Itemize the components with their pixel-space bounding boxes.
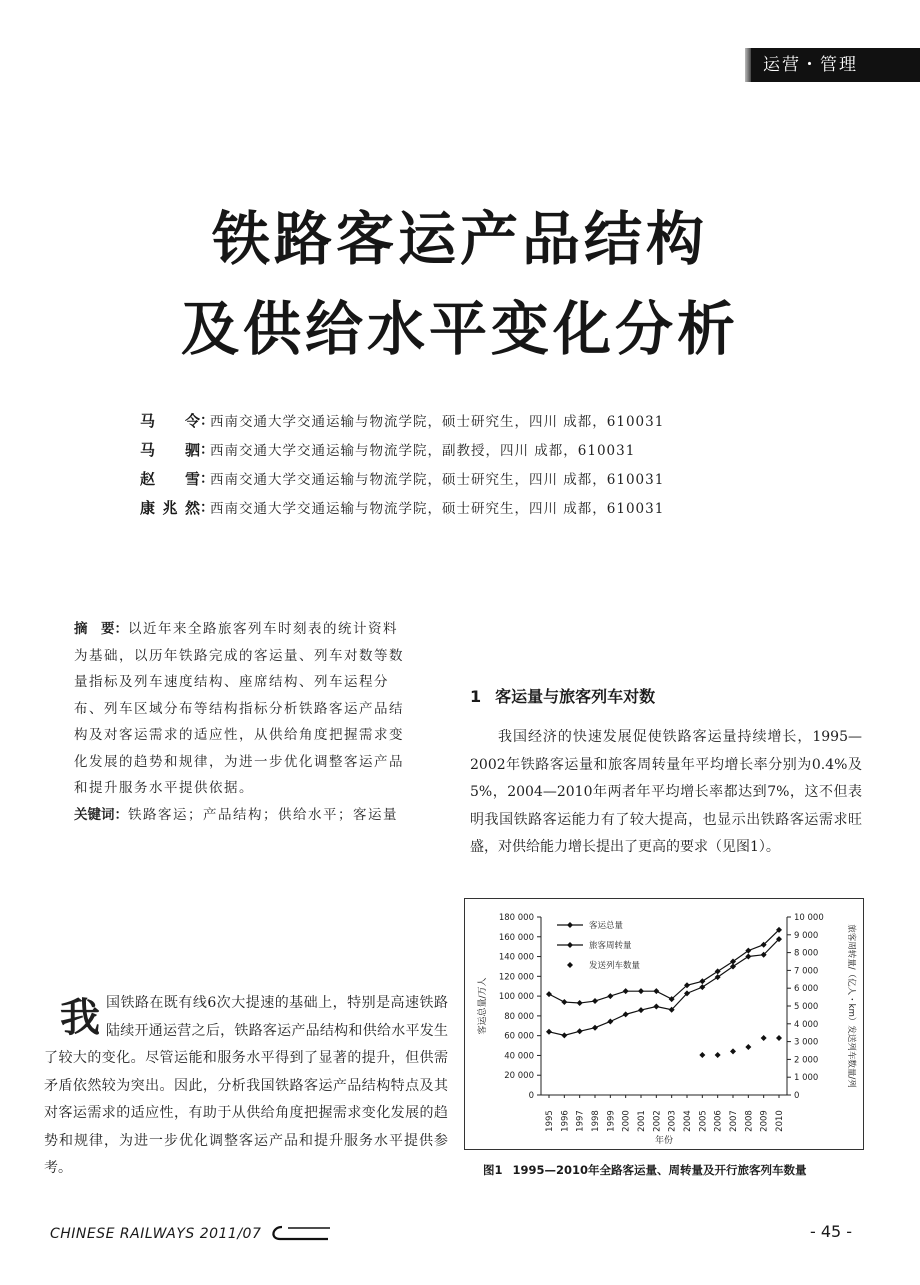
intro-text: 国铁路在既有线6次大提速的基础上，特别是高速铁路陆续开通运营之后，铁路客运产品结构和供给水平发生了较大的变化。尽管运能和服务水平得到了显著的提升，但供需矛盾依然较为突出。因此，分析我国铁路客运产品结构特点及其对客运需求的适应性，有助于从供给角度把握需求变化发展的趋势和规律，为进一步优化调整客运产品和提升服务水平提供参考。 [44, 995, 448, 1176]
series-point-2 [623, 1011, 629, 1017]
legend-marker [567, 942, 573, 948]
y-tick-label-right: 6 000 [794, 984, 819, 995]
y-tick-label-right: 9 000 [794, 930, 819, 941]
x-tick-label: 2005 [698, 1110, 709, 1132]
author-list [140, 410, 840, 526]
journal-logo-icon [268, 1224, 334, 1242]
section-heading [470, 684, 655, 707]
y-tick-label-left: 140 000 [498, 952, 534, 963]
x-tick-label: 2003 [667, 1110, 678, 1132]
series-point-3 [730, 1048, 736, 1054]
series-point-2 [592, 1025, 598, 1031]
series-point-1 [653, 988, 659, 994]
dropcap: 我 [60, 995, 100, 1041]
keywords [74, 802, 404, 829]
series-point-3 [745, 1044, 751, 1050]
section-body: 我国经济的快速发展促使铁路客运量持续增长，1995—2002年铁路客运量和旅客周转量年平均增长率分别为0.4%及5%，2004—2010年两者年平均增长率都达到7%，这不但表明我国铁路客运能力有了较大提高，也显示出铁路客运需求旺盛，对供给能力增长提出了更高的要求（见图1）。 [470, 729, 862, 855]
author-affiliation: 西南交通大学交通运输与物流学院，硕士研究生，四川 成都，610031 [210, 501, 665, 517]
x-tick-label: 2000 [621, 1110, 632, 1132]
x-tick-label: 2006 [713, 1110, 724, 1132]
y-axis-label-left: 客运总量/万人 [478, 977, 488, 1035]
x-tick-label: 1999 [606, 1110, 617, 1132]
y-tick-label-left: 0 [528, 1091, 534, 1101]
x-tick-label: 1995 [545, 1110, 555, 1132]
series-point-2 [546, 1029, 552, 1035]
author-separator: ： [200, 500, 214, 516]
y-tick-label-right: 8 000 [794, 948, 819, 959]
y-tick-label-right: 2 000 [794, 1055, 819, 1066]
series-point-2 [577, 1028, 583, 1034]
y-tick-label-left: 80 000 [504, 1011, 534, 1022]
author-name: 康兆然 [140, 499, 200, 517]
legend-marker [567, 962, 573, 968]
x-tick-label: 2002 [652, 1110, 663, 1132]
figure-1-chart [464, 898, 864, 1150]
series-point-2 [699, 984, 705, 990]
y-tick-label-right: 0 [794, 1091, 800, 1101]
title-line-2: 及供给水平变化分析 [180, 295, 739, 363]
x-tick-label: 1997 [575, 1110, 586, 1132]
x-axis-label: 年份 [654, 1136, 674, 1146]
y-tick-label-right: 7 000 [794, 966, 819, 977]
series-point-1 [561, 999, 567, 1005]
y-tick-label-left: 40 000 [504, 1051, 534, 1062]
legend-label: 旅客周转量 [589, 941, 632, 951]
x-tick-label: 2004 [683, 1110, 693, 1132]
author-row [140, 410, 840, 439]
y-tick-label-left: 180 000 [498, 913, 534, 923]
x-tick-label: 1996 [560, 1110, 571, 1132]
figure-number: 图1 [483, 1163, 503, 1177]
series-point-1 [592, 998, 598, 1004]
y-tick-label-right: 1 000 [794, 1073, 819, 1084]
abstract-label: 摘 要： [74, 621, 128, 637]
series-point-2 [638, 1007, 644, 1013]
y-tick-label-right: 3 000 [794, 1037, 819, 1048]
figure-caption-text: 1995—2010年全路客运量、周转量及开行旅客列车数量 [512, 1163, 807, 1177]
title-line-1: 铁路客运产品结构 [211, 205, 708, 273]
section-number: 1 [470, 687, 482, 706]
y-tick-label-left: 160 000 [498, 932, 534, 943]
series-point-1 [546, 991, 552, 997]
x-tick-label: 2001 [637, 1110, 647, 1132]
legend-label: 发送列车数量 [589, 961, 641, 971]
keywords-label: 关键词： [74, 806, 128, 823]
keywords-text: 铁路客运；产品结构；供给水平；客运量 [128, 806, 398, 823]
intro-paragraph [44, 990, 448, 1183]
series-point-3 [715, 1052, 721, 1058]
author-separator: ： [200, 442, 214, 458]
series-point-3 [776, 1035, 782, 1041]
page-number: - 45 - [810, 1222, 853, 1241]
author-separator: ： [200, 471, 214, 487]
y-axis-label-right: 旅客周转量/（亿人・km）发送列车数量/列 [846, 924, 856, 1088]
series-point-2 [745, 954, 751, 960]
footer-journal: CHINESE RAILWAYS 2011/07 [50, 1226, 262, 1242]
author-name: 马 令 [140, 412, 200, 430]
abstract-text: 以近年来全路旅客列车时刻表的统计资料为基础，以历年铁路完成的客运量、列车对数等数量指标及列车速度结构、座席结构、列车运程分布、列车区域分布等结构指标分析铁路客运产品结构及对客运需求的适应性，从供给角度把握需求变化发展的趋势和规律，为进一步优化调整客运产品和提升服务水平提供依据。 [74, 621, 404, 796]
y-tick-label-left: 60 000 [504, 1031, 534, 1042]
abstract-body [74, 616, 404, 802]
series-point-3 [699, 1052, 705, 1058]
author-separator: ： [200, 413, 214, 429]
x-tick-label: 2007 [729, 1110, 739, 1132]
author-affiliation: 西南交通大学交通运输与物流学院，硕士研究生，四川 成都，610031 [210, 472, 665, 488]
y-tick-label-left: 120 000 [498, 972, 534, 983]
section-tag: 运营・管理 [745, 48, 920, 82]
series-point-1 [638, 988, 644, 994]
y-tick-label-left: 100 000 [498, 992, 534, 1003]
series-point-3 [761, 1035, 767, 1041]
series-point-2 [561, 1032, 567, 1038]
line-chart [465, 899, 863, 1149]
author-name: 马 驷 [140, 441, 200, 459]
x-tick-label: 2009 [759, 1110, 770, 1132]
author-row [140, 497, 840, 526]
section-title: 客运量与旅客列车对数 [495, 687, 656, 706]
y-tick-label-left: 20 000 [504, 1071, 534, 1082]
series-point-2 [653, 1004, 659, 1010]
figure-caption [483, 1162, 807, 1178]
y-tick-label-right: 4 000 [794, 1019, 819, 1030]
author-name: 赵 雪 [140, 470, 200, 488]
legend-label: 客运总量 [589, 921, 624, 931]
series-point-1 [715, 968, 721, 974]
series-point-2 [607, 1018, 613, 1024]
x-tick-label: 1998 [591, 1110, 601, 1132]
author-row [140, 439, 840, 468]
series-point-1 [623, 988, 629, 994]
author-affiliation: 西南交通大学交通运输与物流学院，副教授，四川 成都，610031 [210, 443, 636, 459]
x-tick-label: 2008 [744, 1110, 755, 1132]
series-point-1 [699, 978, 705, 984]
series-point-1 [607, 993, 613, 999]
legend-marker [567, 922, 573, 928]
abstract [74, 616, 404, 828]
author-row [140, 468, 840, 497]
series-line-1 [549, 930, 779, 1003]
y-tick-label-right: 10 000 [794, 913, 824, 923]
author-affiliation: 西南交通大学交通运输与物流学院，硕士研究生，四川 成都，610031 [210, 414, 665, 430]
x-tick-label: 2010 [775, 1110, 785, 1132]
series-point-1 [577, 1000, 583, 1006]
y-tick-label-right: 5 000 [794, 1002, 819, 1012]
